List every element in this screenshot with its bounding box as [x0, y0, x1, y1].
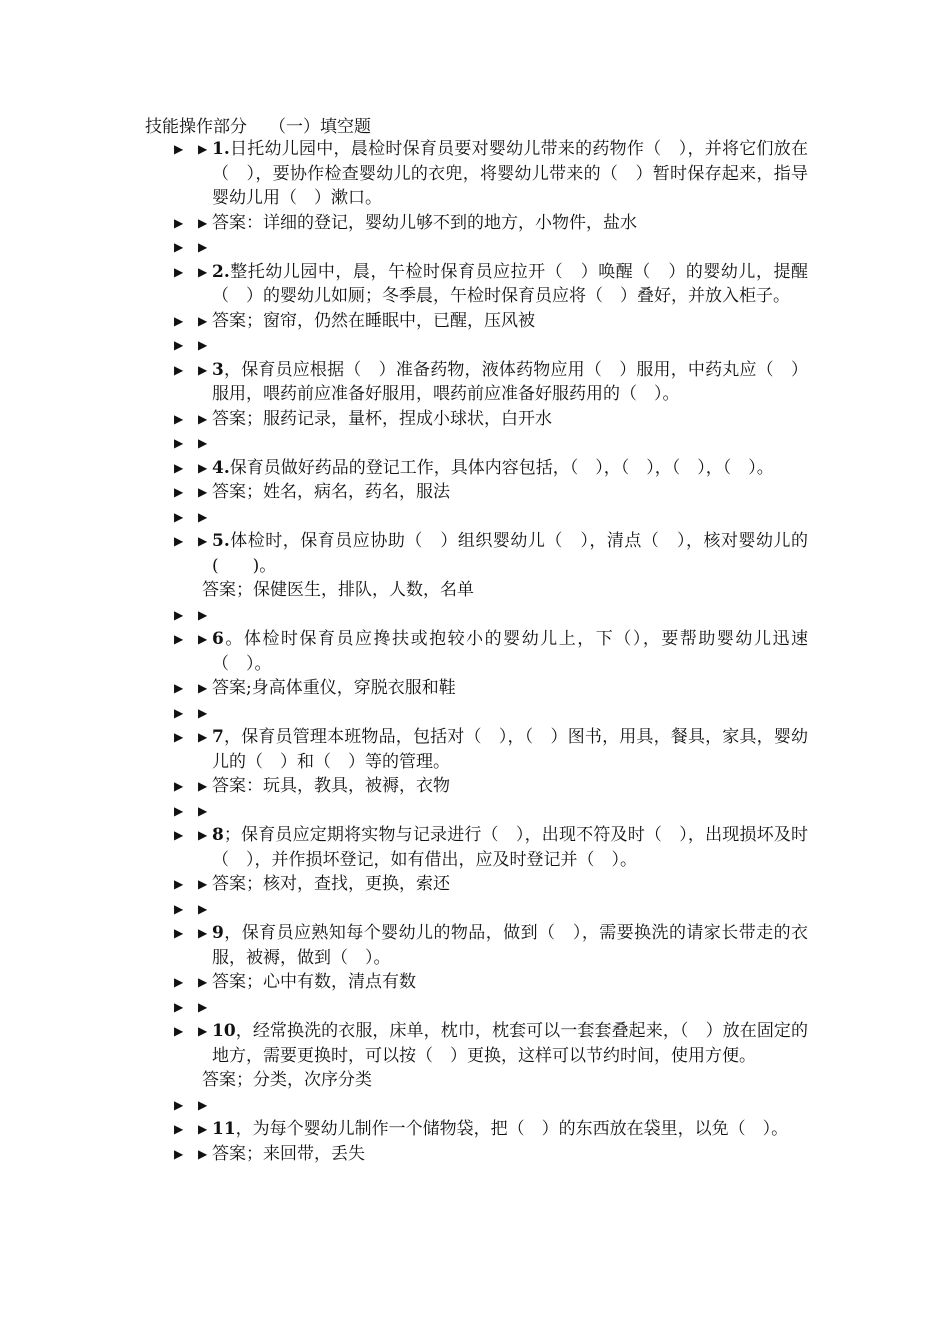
- empty-list-item: [0, 333, 808, 358]
- bullet-arrow-icon: ▶: [198, 779, 208, 793]
- bullet-arrow-icon: ▶: [198, 975, 208, 989]
- question-number: 1.: [212, 139, 230, 159]
- answer-item: [0, 872, 808, 897]
- answer-text: 答案；保健医生，排队，人数，名单: [202, 580, 474, 600]
- answer-text: 答案；服药记录，量杯，捏成小球状，白开水: [212, 408, 552, 429]
- bullet-arrow-icon: ▶: [174, 926, 184, 940]
- bullet-arrow-icon: ▶: [198, 485, 208, 499]
- bullet-arrow-icon: ▶: [174, 975, 184, 989]
- bullet-arrow-icon: ▶: [174, 607, 184, 622]
- bullet-arrow-icon: ▶: [174, 901, 184, 916]
- empty-line: [200, 235, 808, 260]
- bullet-arrow-icon: ▶: [198, 534, 208, 548]
- empty-line: [200, 799, 808, 824]
- bullet-arrow-icon: ▶: [198, 509, 208, 524]
- bullet-arrow-icon: ▶: [198, 1097, 208, 1112]
- question-item: [0, 823, 808, 872]
- bullet-arrow-icon: ▶: [174, 681, 184, 695]
- bullet-arrow-icon: ▶: [174, 1097, 184, 1112]
- heading-part: 技能操作部分: [145, 117, 247, 137]
- question-text: [200, 627, 808, 676]
- empty-list-item: [0, 431, 808, 456]
- question-body: ，保育员应熟知每个婴幼儿的物品，做到（ ），需要换洗的请家长带走的衣服，被褥，做到（ ）。: [212, 923, 808, 968]
- question-number: 5.: [212, 531, 230, 551]
- question-body: 保育员做好药品的登记工作，具体内容包括，（ ），（ ），（ ），（ ）。: [229, 457, 774, 478]
- question-number: 11: [212, 1119, 236, 1139]
- bullet-arrow-icon: ▶: [174, 828, 184, 842]
- bullet-arrow-icon: ▶: [198, 313, 208, 328]
- bullet-arrow-icon: ▶: [198, 901, 208, 916]
- question-item: [0, 1117, 808, 1142]
- empty-list-item: [0, 603, 808, 628]
- question-number: 8: [212, 825, 224, 845]
- bullet-arrow-icon: ▶: [198, 877, 208, 891]
- bullet-arrow-icon: ▶: [174, 705, 184, 720]
- empty-list-item: [0, 995, 808, 1020]
- empty-list-item: [0, 799, 808, 824]
- bullet-arrow-icon: ▶: [174, 436, 184, 450]
- question-body: ，保育员管理本班物品，包括对（ ），（ ）图书，用具，餐具，家具，婴幼儿的（ ）和（ ）等的管理。: [212, 727, 808, 772]
- bullet-arrow-icon: ▶: [174, 779, 184, 793]
- question-item: [0, 358, 808, 407]
- bullet-arrow-icon: ▶: [198, 607, 208, 622]
- question-body: 。体检时保育员应搀扶或抱较小的婴幼儿上，下（），要帮助婴幼儿迅速（ ）。: [212, 629, 808, 674]
- empty-list-item: [0, 235, 808, 260]
- question-text: [200, 823, 808, 872]
- question-number: 2.: [212, 261, 230, 282]
- question-number: 4.: [212, 457, 230, 478]
- bullet-arrow-icon: ▶: [198, 338, 208, 352]
- question-item: [0, 529, 808, 578]
- answer-item: [0, 970, 808, 995]
- question-number: 10: [212, 1021, 236, 1041]
- empty-line: [200, 897, 808, 922]
- question-text: [200, 529, 808, 578]
- bullet-arrow-icon: ▶: [198, 240, 208, 254]
- answer-text: 答案；分类，次序分类: [202, 1070, 372, 1090]
- question-item: [0, 137, 808, 211]
- question-text: [200, 260, 808, 309]
- bullet-arrow-icon: ▶: [198, 803, 208, 818]
- question-item: [0, 260, 808, 309]
- question-number: 6: [212, 629, 224, 649]
- answer-text: 答案；心中有数，清点有数: [212, 972, 416, 992]
- bullet-arrow-icon: ▶: [174, 509, 184, 524]
- answer-text: 答案；核对，查找，更换，索还: [212, 874, 450, 894]
- bullet-arrow-icon: ▶: [174, 460, 184, 475]
- question-text: [200, 358, 808, 407]
- heading-section: （一）填空题: [269, 117, 371, 137]
- empty-line: [200, 603, 808, 628]
- bullet-arrow-icon: ▶: [198, 999, 208, 1014]
- bullet-arrow-icon: ▶: [198, 460, 208, 475]
- bullet-arrow-icon: ▶: [198, 411, 208, 426]
- empty-list-item: [0, 505, 808, 530]
- bullet-arrow-icon: ▶: [174, 485, 184, 499]
- question-list: [0, 137, 950, 1166]
- bullet-arrow-icon: ▶: [174, 1024, 184, 1038]
- bullet-arrow-icon: ▶: [198, 264, 208, 279]
- question-text: [200, 725, 808, 774]
- question-text: [200, 456, 808, 481]
- bullet-arrow-icon: ▶: [198, 362, 208, 377]
- question-item: [0, 456, 808, 481]
- question-text: [200, 1117, 808, 1142]
- answer-item: [0, 211, 808, 236]
- answer-item: [0, 1142, 808, 1167]
- empty-list-item: [0, 701, 808, 726]
- answer-text: 答案；窗帘，仍然在睡眠中，已醒，压风被: [212, 310, 535, 331]
- empty-line: [200, 333, 808, 358]
- answer-text: 答案：玩具，教具，被褥，衣物: [212, 776, 450, 796]
- question-item: [0, 921, 808, 970]
- empty-line: [200, 1093, 808, 1118]
- bullet-arrow-icon: ▶: [174, 411, 184, 426]
- question-text: [200, 137, 808, 211]
- bullet-arrow-icon: ▶: [174, 142, 184, 156]
- question-text: [200, 1019, 808, 1068]
- bullet-arrow-icon: ▶: [198, 705, 208, 720]
- bullet-arrow-icon: ▶: [174, 264, 184, 279]
- empty-line: [200, 505, 808, 530]
- question-item: [0, 627, 808, 676]
- page-heading: [145, 115, 371, 139]
- bullet-arrow-icon: ▶: [174, 240, 184, 254]
- empty-line: [200, 995, 808, 1020]
- bullet-arrow-icon: ▶: [198, 828, 208, 842]
- question-body: ，经常换洗的衣服，床单，枕巾，枕套可以一套套叠起来，（ ）放在固定的地方，需要更换时，可以按（ ）更换，这样可以节约时间，使用方便。: [212, 1021, 808, 1066]
- answer-item: [0, 407, 808, 432]
- question-number: 9: [212, 923, 224, 943]
- answer-text: 答案;身高体重仪，穿脱衣服和鞋: [212, 678, 456, 698]
- bullet-arrow-icon: ▶: [198, 632, 208, 646]
- question-body: 体检时，保育员应协助（ ）组织婴幼儿（ ），清点（ ），核对婴幼儿的( )。: [212, 531, 808, 576]
- bullet-arrow-icon: ▶: [198, 681, 208, 695]
- question-body: ；保育员应定期将实物与记录进行（ ），出现不符及时（ ），出现损坏及时（ ），并作损坏登记，如有借出，应及时登记并（ ）。: [212, 825, 808, 870]
- answer-item: [0, 309, 808, 334]
- bullet-arrow-icon: ▶: [198, 1122, 208, 1136]
- answer-text: 答案：详细的登记，婴幼儿够不到的地方，小物件，盐水: [212, 212, 637, 233]
- bullet-arrow-icon: ▶: [174, 999, 184, 1014]
- answer-item: [0, 774, 808, 799]
- empty-list-item: [0, 897, 808, 922]
- bullet-arrow-icon: ▶: [198, 142, 208, 156]
- question-item: [0, 725, 808, 774]
- answer-text: 答案；来回带，丢失: [212, 1143, 365, 1164]
- bullet-arrow-icon: ▶: [174, 313, 184, 328]
- bullet-arrow-icon: ▶: [174, 362, 184, 377]
- answer-item: [0, 676, 808, 701]
- question-number: 7: [212, 727, 224, 747]
- question-item: [0, 1019, 808, 1068]
- question-body: 整托幼儿园中，晨，午检时保育员应拉开（ ）唤醒（ ）的婴幼儿，提醒（ ）的婴幼儿如厕；冬季晨，午检时保育员应将（ ）叠好，并放入柜子。: [212, 261, 808, 306]
- bullet-arrow-icon: ▶: [198, 1146, 208, 1161]
- answer-item: [0, 480, 808, 505]
- bullet-arrow-icon: ▶: [198, 730, 208, 744]
- bullet-arrow-icon: ▶: [174, 1122, 184, 1136]
- bullet-arrow-icon: ▶: [174, 338, 184, 352]
- bullet-arrow-icon: ▶: [198, 1024, 208, 1038]
- bullet-arrow-icon: ▶: [174, 730, 184, 744]
- bullet-arrow-icon: ▶: [174, 632, 184, 646]
- answer-item: [0, 578, 808, 603]
- question-body: ，保育员应根据（ ）准备药物，液体药物应用（ ）服用，中药丸应（ ）服用，喂药前应准备好服用，喂药前应准备好服药用的（ ）。: [212, 359, 808, 404]
- question-text: [200, 921, 808, 970]
- bullet-arrow-icon: ▶: [174, 877, 184, 891]
- empty-list-item: [0, 1093, 808, 1118]
- question-number: 3: [212, 359, 224, 380]
- bullet-arrow-icon: ▶: [198, 215, 208, 230]
- bullet-arrow-icon: ▶: [198, 926, 208, 940]
- bullet-arrow-icon: ▶: [174, 1146, 184, 1161]
- bullet-arrow-icon: ▶: [174, 534, 184, 548]
- bullet-arrow-icon: ▶: [198, 436, 208, 450]
- question-body: ，为每个婴幼儿制作一个储物袋，把（ ）的东西放在袋里，以免（ ）。: [235, 1119, 789, 1139]
- question-body: 日托幼儿园中，晨检时保育员要对婴幼儿带来的药物作（ ），并将它们放在（ ），要协作检查婴幼儿的衣兜，将婴幼儿带来的（ ）暂时保存起来，指导婴幼儿用（ ）漱口。: [212, 139, 808, 208]
- empty-line: [200, 701, 808, 726]
- answer-item: [0, 1068, 808, 1093]
- answer-text: 答案；姓名，病名，药名，服法: [212, 482, 450, 502]
- bullet-arrow-icon: ▶: [174, 803, 184, 818]
- empty-line: [200, 431, 808, 456]
- bullet-arrow-icon: ▶: [174, 215, 184, 230]
